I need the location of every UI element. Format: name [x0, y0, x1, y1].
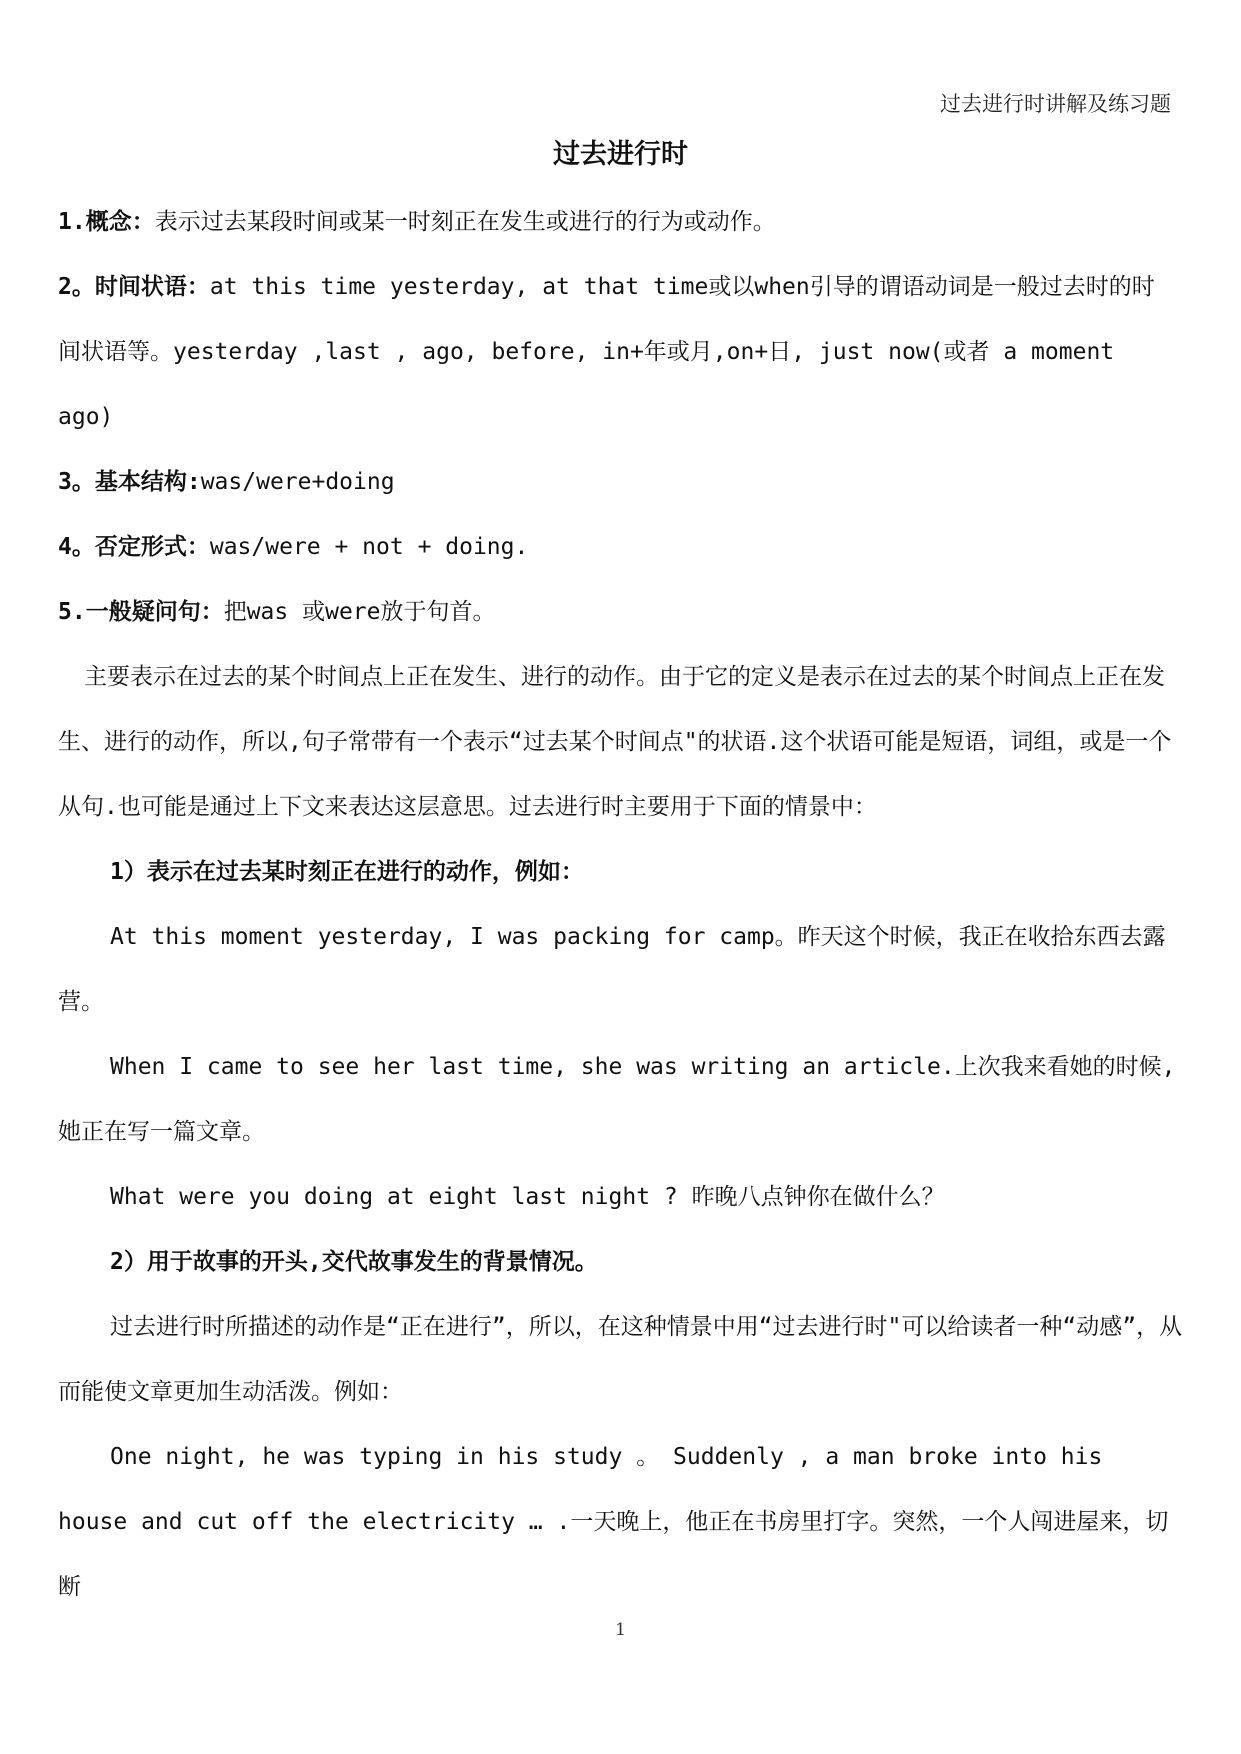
section-label: 4。否定形式： — [58, 534, 210, 560]
section-text: was/were + not + doing. — [209, 534, 529, 560]
usage2-example: One night, he was typing in his study 。 Suddenly , a man broke into his house and cut off the electricity … .一天晚上，他正在书房里打字。突然，一个人闯进屋来，切断 — [58, 1444, 1169, 1600]
usage1-example: What were you doing at eight last night ? 昨晚八点钟你在做什么？ — [110, 1184, 945, 1210]
usage1-heading: 1）表示在过去某时刻正在进行的动作，例如： — [110, 859, 584, 885]
section-question — [58, 580, 1183, 645]
section-label: 1.概念： — [58, 209, 155, 235]
section-text: 把was 或were放于句首。 — [223, 599, 496, 625]
running-header: 过去进行时讲解及练习题 — [940, 92, 1171, 116]
section-structure — [58, 450, 1183, 515]
usage1-example: At this moment yesterday, I was packing for camp。昨天这个时候，我正在收拾东西去露营。 — [58, 924, 1166, 1015]
section-text: 表示过去某段时间或某一时刻正在发生或进行的行为或动作。 — [154, 209, 776, 235]
document-body — [58, 190, 1183, 1620]
section-negative — [58, 515, 1183, 580]
section-time-adverbials — [58, 255, 1183, 450]
section-text: at this time yesterday, at that time或以when引导的谓语动词是一般过去时的时 间状语等。yesterday ,last , ago, before, in+年或月,on+日, just now(或者 a moment ago) — [58, 274, 1155, 430]
section-concept — [58, 190, 1183, 255]
section-label: 2。时间状语： — [58, 274, 210, 300]
section-text: was/were+doing — [200, 469, 395, 495]
usage2-explanation: 过去进行时所描述的动作是“正在进行”，所以，在这种情景中用“过去进行时"可以给读者一种“动感”，从而能使文章更加生动活泼。例如： — [58, 1314, 1183, 1405]
page-number: 1 — [615, 1620, 626, 1640]
section-label: 5.一般疑问句： — [58, 599, 224, 625]
usage1-example: When I came to see her last time, she was writing an article.上次我来看她的时候,她正在写一篇文章。 — [58, 1054, 1176, 1145]
usage2-heading: 2）用于故事的开头,交代故事发生的背景情况。 — [110, 1249, 598, 1275]
intro-paragraph: 主要表示在过去的某个时间点上正在发生、进行的动作。由于它的定义是表示在过去的某个时间点上正在发生、进行的动作，所以,句子常带有一个表示“过去某个时间点"的状语.这个状语可能是短语，词组，或是一个从句.也可能是通过上下文来表达这层意思。过去进行时主要用于下面的情景中： — [58, 664, 1172, 820]
section-label: 3。基本结构: — [58, 469, 201, 495]
page-title: 过去进行时 — [553, 139, 688, 170]
